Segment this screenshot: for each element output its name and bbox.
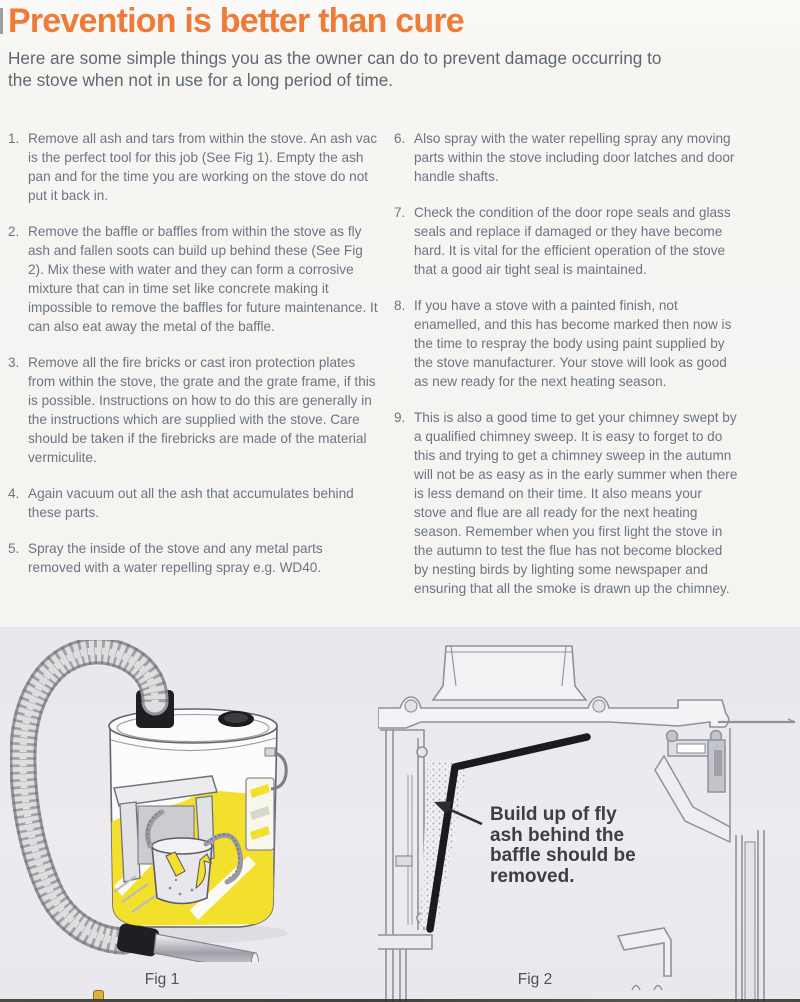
list-number: 7. bbox=[394, 205, 406, 220]
list-item-6 bbox=[394, 129, 746, 186]
list-text: Remove all ash and tars from within the stove. An ash vac is the perfect tool for this job (See Fig 1). Empty the ash pan and for the time you are working on the stove do not put it back in. bbox=[28, 131, 378, 203]
list-text: Spray the inside of the stove and any metal parts removed with a water repelling spray e.g. WD40. bbox=[28, 541, 323, 575]
list-number: 5. bbox=[8, 541, 20, 556]
page-title: Prevention is better than cure bbox=[8, 2, 464, 40]
list-item-2 bbox=[8, 222, 378, 336]
list-item-7 bbox=[394, 203, 746, 279]
intro-text: Here are some simple things you as the owner can do to prevent damage occurring to the stove when not in use for a long period of time. bbox=[8, 48, 662, 90]
list-text: Remove the baffle or baffles from within the stove as fly ash and fallen soots can build up behind these (See Fig 2). Mix these with water and they can form a corrosive mixture that can in time set like concrete making it impossible to remove the baffles for future maintenance. It can also eat away the metal of the baffle. bbox=[28, 224, 378, 334]
fig1-caption: Fig 1 bbox=[144, 971, 180, 988]
instruction-list-right bbox=[394, 129, 746, 615]
list-text: Again vacuum out all the ash that accumulates behind these parts. bbox=[28, 486, 354, 520]
list-number: 9. bbox=[394, 410, 406, 425]
list-item-8 bbox=[394, 296, 746, 391]
scan-edge-artifact bbox=[0, 8, 3, 34]
lid-air-hole bbox=[218, 711, 254, 727]
list-number: 2. bbox=[8, 224, 20, 239]
list-text: If you have a stove with a painted finish, not enamelled, and this has become marked then now is the time to respray the body using paint supplied by the stove manufacturer. Your stove will look as good as new ready for the next heating season. bbox=[414, 298, 732, 389]
list-item-3 bbox=[8, 353, 378, 467]
stove-top-plate bbox=[378, 697, 795, 728]
instruction-list-left bbox=[8, 129, 378, 594]
list-item-5 bbox=[8, 539, 378, 577]
list-number: 1. bbox=[8, 131, 20, 146]
right-latch-assembly bbox=[655, 728, 730, 842]
list-text: This is also a good time to get your chimney swept by a qualified chimney sweep. It is easy to forget to do this and trying to get a chimney sweep in the autumn will not be as easy as in the early summer when there is less demand on their time. It also means your stove and flue are all ready for the next heating season. Remember when you first light the stove in the autumn to test the flue has not become blocked by nesting birds by lighting some newspaper and ensuring that all the smoke is drawn up the chimney. bbox=[414, 410, 738, 596]
flue-collar bbox=[433, 646, 586, 700]
list-number: 4. bbox=[8, 486, 20, 501]
list-text: Remove all the fire bricks or cast iron protection plates from within the stove, the grate and the grate frame, if this is possible. Instructions on how to do this are generally in the instructions which are supplied with the stove. Care should be taken if the firebricks are made of the material vermiculite. bbox=[28, 355, 376, 465]
list-item-4 bbox=[8, 484, 378, 522]
list-number: 8. bbox=[394, 298, 406, 313]
list-item-9 bbox=[394, 408, 746, 598]
drum-label-art bbox=[108, 776, 276, 926]
list-text: Also spray with the water repelling spray any moving parts within the stove including door latches and door handle shafts. bbox=[414, 131, 735, 184]
fig1-ash-vacuum-illustration bbox=[10, 640, 300, 962]
list-text: Check the condition of the door rope seals and glass seals and replace if damaged or they have become hard. It is vital for the efficient operation of the stove that a good air tight seal is maintained. bbox=[414, 205, 731, 277]
list-number: 6. bbox=[394, 131, 406, 146]
fig2-caption: Fig 2 bbox=[517, 971, 553, 988]
list-number: 3. bbox=[8, 355, 20, 370]
fig2-callout-text: Build up of fly ash behind the baffle should be removed. bbox=[490, 804, 636, 887]
figure-panel bbox=[0, 627, 800, 1002]
list-item-1 bbox=[8, 129, 378, 205]
